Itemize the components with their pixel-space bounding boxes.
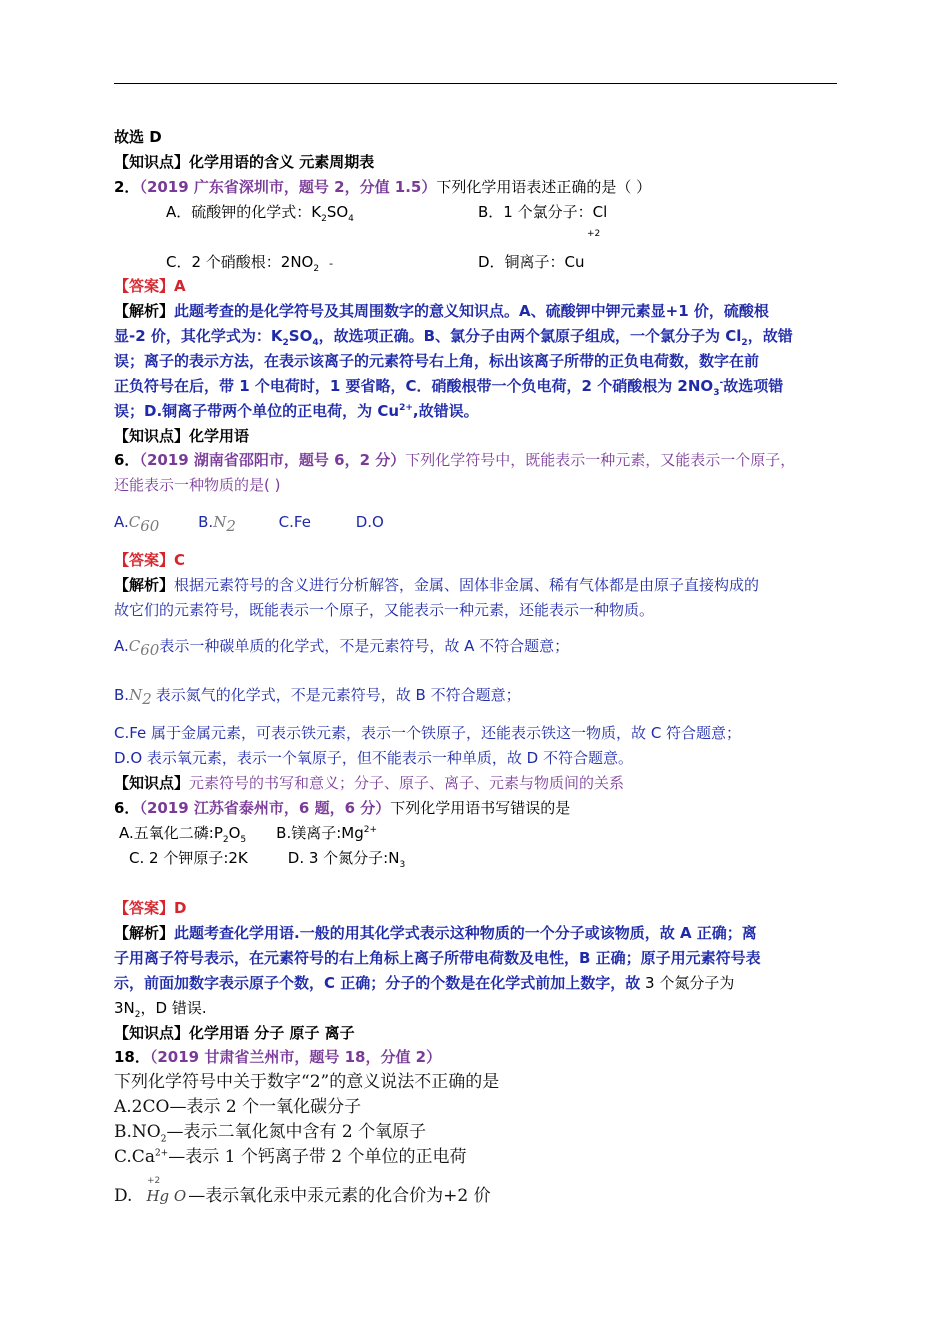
q2-analysis-3: 误；离子的表示方法，在表示该离子的元素符号右上角，标出该离子所带的正负电荷数，数字在前 bbox=[114, 352, 760, 370]
q2-option-d: D．铜离子：Cu bbox=[478, 253, 585, 271]
q6a-analysis-1: 【解析】根据元素符号的含义进行分析解答，金属、固体非金属、稀有气体都是由原子直接构成的 bbox=[114, 576, 760, 594]
header-rule bbox=[114, 83, 837, 84]
q6b-options-cd: C. 2 个钾原子:2K D. 3 个氮分子$:N_3$ bbox=[129, 849, 406, 870]
q6a-analysis-d: D.O 表示氧元素，表示一个氧原子，但不能表示一种单质，故 D 不符合题意。 bbox=[114, 749, 633, 767]
q6b-stem: 6．（2019 江苏省泰州市，6 题，6 分）下列化学用语书写错误的是 bbox=[114, 799, 571, 817]
q2-option-a: A．硫酸钾的化学式：$K_2SO_4$ bbox=[166, 203, 354, 224]
q2-stem: 2．（2019 广东省深圳市，题号 2，分值 1.5）下列化学用语表述正确的是（ ） bbox=[114, 178, 652, 196]
q2-analysis-5: 误；D.铜离子带两个单位的正电荷，为 $Cu^{2+}$,故错误。 bbox=[114, 402, 479, 420]
q6b-analysis-2: 子用离子符号表示，在元素符号的右上角标上离子所带电荷数及电性，B 正确；原子用元素符号表 bbox=[114, 949, 761, 967]
q18-option-a: A.2CO—表示 2 个一氧化碳分子 bbox=[114, 1097, 362, 1117]
q6b-options-ab: A.五氧化二磷$:P_2O_5$ B.镁离子$:Mg^{2+}$ bbox=[119, 824, 378, 845]
q2-option-d-charge: +2 bbox=[587, 229, 601, 239]
q18-option-b: $B.NO_2—$表示二氧化氮中含有 2 个氧原子 bbox=[114, 1122, 427, 1145]
q18-option-c: $C.Ca^{2+}—$表示 1 个钙离子带 2 个单位的正电荷 bbox=[114, 1147, 467, 1167]
q18-stem: 下列化学符号中关于数字“2”的意义说法不正确的是 bbox=[114, 1072, 500, 1092]
q18-option-d-valence: +2 bbox=[147, 1176, 161, 1186]
q2-analysis-2: 显-2 价，其化学式为：$K_2SO_4$，故选项正确。B、氯分子由两个氯原子组成，一个氯分子为 $Cl_2$，故错 bbox=[114, 327, 793, 348]
q6a-analysis-c: C.Fe 属于金属元素，可表示铁元素，表示一个铁原子，还能表示铁这一物质，故 C 符合题意； bbox=[114, 724, 742, 742]
q2-option-c: C．2 个硝酸根：$2NO_2$ - bbox=[166, 253, 334, 274]
q6a-answer: 【答案】C bbox=[114, 551, 186, 569]
q18-header: 18．（2019 甘肃省兰州市，题号 18，分值 2） bbox=[114, 1048, 442, 1066]
q6a-analysis-b: $B.N_2$ 表示氮气的化学式，不是元素符号，故 B 不符合题意； bbox=[114, 686, 521, 708]
choose-d-line: 故选 D bbox=[114, 128, 162, 146]
q2-knowledge-point: 【知识点】化学用语 bbox=[114, 427, 250, 445]
q6a-analysis-2: 故它们的元素符号，既能表示一个原子，又能表示一种元素，还能表示一种物质。 bbox=[114, 601, 655, 619]
q18-option-d: D. Hg O —表示氧化汞中汞元素的化合价为+2 价 bbox=[114, 1186, 491, 1206]
knowledge-point-1: 【知识点】化学用语的含义 元素周期表 bbox=[114, 153, 375, 171]
q6b-answer: 【答案】D bbox=[114, 899, 187, 917]
q6a-knowledge-point: 【知识点】元素符号的书写和意义；分子、原子、离子、元素与物质间的关系 bbox=[114, 774, 625, 792]
q6a-analysis-a: $A.C_{60}$表示一种碳单质的化学式，不是元素符号，故 A 不符合题意； bbox=[114, 637, 570, 659]
q2-analysis-4: 正负符号在后，带 1 个电荷时，1 要省略，C．硝酸根带一个负电荷，2 个硝酸根为 $2NO_3^-$故选项错 bbox=[114, 377, 784, 398]
q6b-analysis-4: $3N_2$，D 错误. bbox=[114, 999, 207, 1020]
q6b-analysis-3: 示，前面加数字表示原子个数，C 正确；分子的个数是在化学式前加上数字，故 3 个氮分子为 bbox=[114, 974, 735, 992]
q6a-stem-2: 还能表示一种物质的是( ) bbox=[114, 476, 281, 494]
q6b-knowledge-point: 【知识点】化学用语 分子 原子 离子 bbox=[114, 1024, 355, 1042]
q2-option-b: B．1 个氯分子：Cl bbox=[478, 203, 608, 221]
q6b-analysis-1: 【解析】此题考查化学用语.一般的用其化学式表示这种物质的一个分子或该物质，故 A 正确；离 bbox=[114, 924, 757, 942]
q2-answer: 【答案】A bbox=[114, 277, 186, 295]
q2-analysis-1: 【解析】此题考查的是化学符号及其周围数字的意义知识点。A、硫酸钾中钾元素显+1 价，硫酸根 bbox=[114, 302, 769, 320]
q6a-stem-1: 6．（2019 湖南省邵阳市，题号 6，2 分）下列化学符号中，既能表示一种元素，又能表示一个原子， bbox=[114, 451, 796, 469]
q6a-options: $A.C_{60}$ $B.N_2$ C.Fe D.O bbox=[114, 513, 384, 535]
